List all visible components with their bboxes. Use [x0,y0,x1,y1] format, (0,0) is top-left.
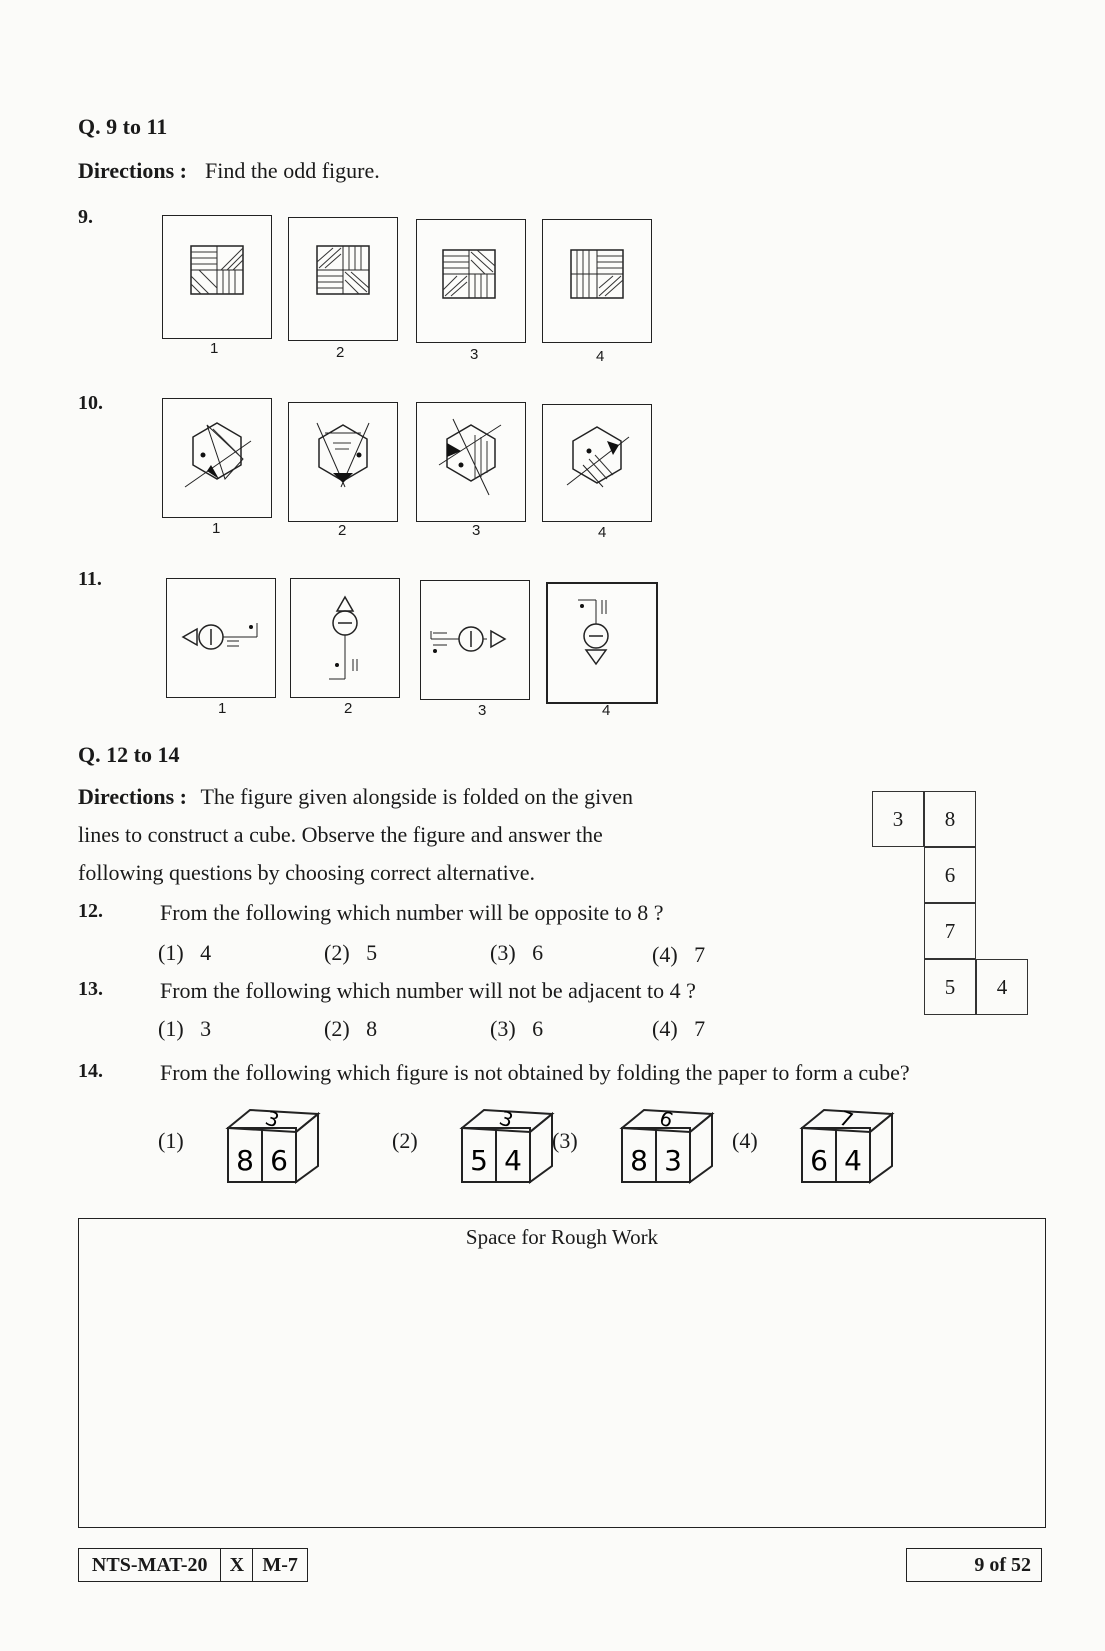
cube-option-label: (1) [158,1128,184,1153]
section-header: Q. 9 to 11 [78,114,168,139]
option-label: 2 [336,344,345,361]
cube-front-number: 8 [630,1144,648,1177]
directions [78,784,633,810]
q9-figure-2 [288,217,398,341]
paper-code [78,1548,308,1582]
cube-option-label: (4) [732,1128,758,1153]
net-cell: 5 [924,959,976,1015]
option-label: 2 [338,522,347,539]
directions-text: lines to construct a cube. Observe the figure and answer the [78,822,603,847]
exam-code: NTS-MAT-20 [79,1549,221,1581]
option-label: 3 [478,702,487,719]
net-cell: 8 [924,791,976,847]
section-header: Q. 12 to 14 [78,742,180,767]
question-number: 9. [78,206,93,228]
cube-option-label: (2) [392,1128,418,1153]
net-cell: 4 [976,959,1028,1015]
answer-option[interactable]: (2) 8 [324,1016,378,1041]
question-number: 10. [78,392,103,414]
net-cell: 6 [924,847,976,903]
page-number: 9 of 52 [906,1548,1042,1582]
question-text: From the following which figure is not obtained by folding the paper to form a cube? [160,1060,910,1085]
directions-label: Directions : [78,158,187,183]
q11-figure-3 [420,580,530,700]
cube-side-face [690,1114,712,1182]
set-code: M-7 [262,1553,298,1576]
cube-side-face [296,1114,318,1182]
rough-work-label: Space for Rough Work [465,1225,659,1249]
answer-option[interactable]: (2) 5 [324,940,378,965]
cube-side-face [870,1114,892,1182]
q9-figure-4 [542,219,652,343]
cube-top-number: 3 [496,1105,517,1133]
cube-side-number: 4 [504,1144,522,1177]
answer-option[interactable]: (1) 4 [158,940,212,965]
option-label: 1 [218,700,227,717]
option-label: 4 [596,348,605,365]
q10-figure-1 [162,398,272,518]
q11-figure-2 [290,578,400,698]
answer-option[interactable]: (3) 6 [490,940,544,965]
q11-figure-4 [546,582,658,704]
cube-option-label: (3) [552,1128,578,1153]
cube-front-number: 8 [236,1144,254,1177]
option-label: 4 [598,524,607,541]
question-text: From the following which number will not be adjacent to 4 ? [160,978,696,1003]
answer-option[interactable]: (1) 3 [158,1016,212,1041]
cube-side-number: 3 [664,1144,682,1177]
option-label: 4 [602,702,611,719]
q9-figure-3 [416,219,526,343]
class-code: X [221,1549,253,1581]
cube-side-number: 4 [844,1144,862,1177]
cube-icon [616,1104,716,1188]
cube-icon [222,1104,322,1188]
option-label: 3 [472,522,481,539]
option-label: 1 [212,520,221,537]
question-number: 11. [78,568,102,590]
cube-side-number: 6 [270,1144,288,1177]
directions-text: following questions by choosing correct alternative. [78,860,535,885]
cube-side-face [530,1114,552,1182]
answer-option[interactable]: (3) 6 [490,1016,544,1041]
net-cell: 7 [924,903,976,959]
answer-option[interactable]: (4) 7 [652,1016,706,1041]
cube-icon [456,1104,556,1188]
cube-top-number: 6 [656,1105,677,1133]
question-number: 14. [78,1060,103,1082]
option-label: 3 [470,346,479,363]
directions [78,158,380,184]
directions-text: The figure given alongside is folded on the given [200,784,634,809]
q9-figure-1 [162,215,272,339]
cube-front-number: 5 [470,1144,488,1177]
q10-figure-4 [542,404,652,522]
question-text: From the following which number will be opposite to 8 ? [160,900,664,925]
directions-text: Find the odd figure. [204,158,380,183]
cube-front-number: 6 [810,1144,828,1177]
question-number: 12. [78,900,103,922]
net-cell: 3 [872,791,924,847]
option-label: 2 [344,700,353,717]
q10-figure-3 [416,402,526,522]
cube-top-number: 7 [836,1105,857,1133]
answer-option[interactable]: (4) 7 [652,942,706,967]
q10-figure-2 [288,402,398,522]
cube-icon [796,1104,896,1188]
directions-label: Directions : [78,784,187,809]
rough-work-box[interactable] [78,1218,1046,1528]
cube-top-number: 3 [262,1105,283,1133]
question-number: 13. [78,978,103,1000]
option-label: 1 [210,340,219,357]
q11-figure-1 [166,578,276,698]
